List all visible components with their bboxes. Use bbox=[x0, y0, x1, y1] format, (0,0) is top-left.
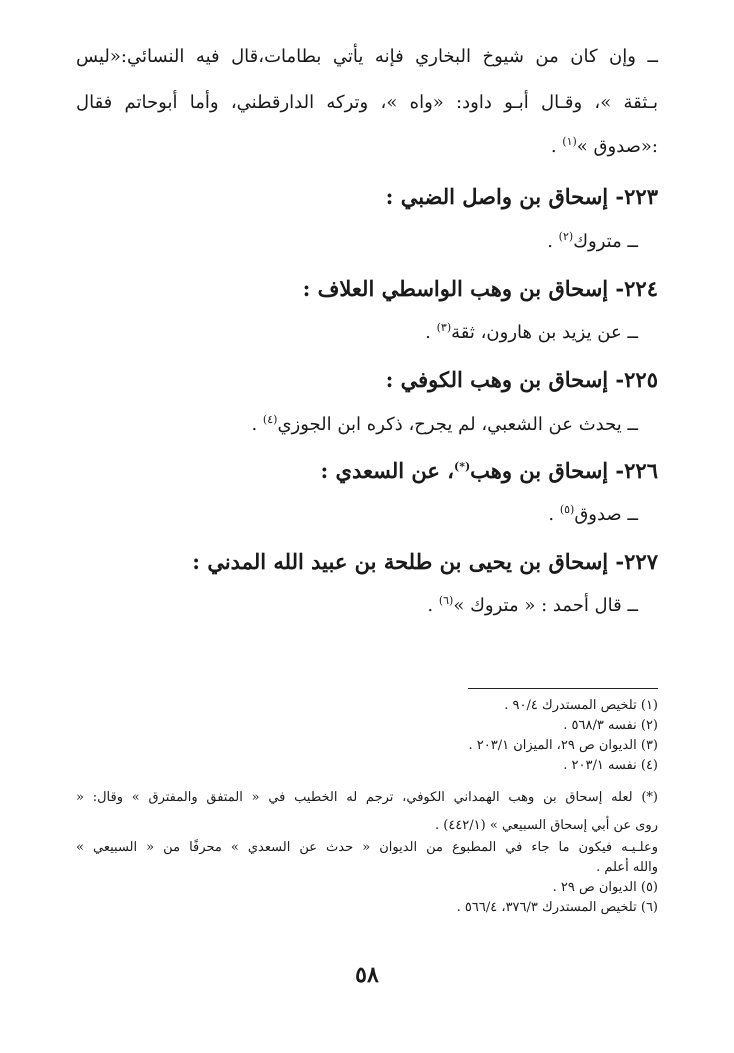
entry-heading-225: ٢٢٥- إسحاق بن وهب الكوفي : bbox=[385, 367, 658, 392]
footnote-ref-6[interactable]: (٦) bbox=[438, 594, 454, 607]
intro-line-3: :«صدوق »$^{(١)}$ . bbox=[550, 135, 658, 157]
footnote-ref-3[interactable]: (٣) bbox=[436, 321, 452, 334]
entry-heading-224: ٢٢٤- إسحاق بن وهب الواسطي العلاف : bbox=[302, 276, 658, 301]
intro-line-2: بـثقة »، وقـال أبـو داود: «واه »، وتركه الدارقطني، وأما أبوحاتم فقال bbox=[76, 92, 658, 113]
footnote-star-line-1: (*) لعله إسحاق بن وهب الهمداني الكوفي، ترجم له الخطيب في « المتفق والمفترق » وقال: « bbox=[76, 790, 658, 805]
footnote-6: (٦) تلخيص المستدرك ٣٧٦/٣، ٥٦٦/٤ . bbox=[456, 900, 658, 915]
entry-text-224: ــ عن يزيد بن هارون، ثقة$^{(٣)}$ . bbox=[425, 321, 638, 343]
footnote-divider bbox=[468, 688, 658, 689]
footnote-3: (٣) الديوان ص ٢٩، الميزان ٢٠٣/١ . bbox=[468, 738, 658, 753]
page-number: ٥٨ bbox=[355, 962, 379, 988]
intro-line-1: ــ وإن كان من شيوخ البخاري فإنه يأتي بطامات،قال فيه النسائي:«ليس bbox=[76, 46, 658, 67]
footnote-ref-2[interactable]: (٢) bbox=[558, 230, 574, 243]
footnote-star-line-3: وعلـيـه فيكون ما جاء في المطبوع من الديوان « حدث عن السعدي » محرفًا من « السبيعي » bbox=[76, 840, 658, 855]
entry-heading-226: ٢٢٦- إسحاق بن وهب(*)، عن السعدي : bbox=[320, 458, 658, 483]
footnote-4: (٤) نفسه ٢٠٣/١ . bbox=[563, 758, 658, 773]
entry-text-223: ــ متروك$^{(٢)}$ . bbox=[547, 230, 638, 252]
footnote-ref-star[interactable]: (*) bbox=[453, 460, 471, 473]
footnote-2: (٢) نفسه ٥٦٨/٣ . bbox=[563, 718, 658, 733]
footnote-ref-5[interactable]: (٥) bbox=[559, 503, 575, 516]
entry-heading-223: ٢٢٣- إسحاق بن واصل الضبي : bbox=[385, 184, 658, 209]
footnote-ref-4[interactable]: (٤) bbox=[262, 413, 278, 426]
footnote-ref-1[interactable]: (١) bbox=[562, 135, 577, 148]
footnote-star-line-2: روى عن أبي إسحاق السبيعي » (٤٤٢/١) . bbox=[435, 818, 658, 833]
entry-text-226: ــ صدوق$^{(٥)}$ . bbox=[548, 503, 638, 525]
footnote-1: (١) تلخيص المستدرك ٩٠/٤ . bbox=[504, 698, 658, 713]
entry-text-225: ــ يحدث عن الشعبي، لم يجرح، ذكره ابن الجوزي$^{(٤)}$ . bbox=[251, 413, 638, 435]
footnote-star-line-4: والله أعلم . bbox=[596, 860, 658, 875]
footnote-5: (٥) الديوان ص ٢٩ . bbox=[552, 880, 658, 895]
entry-heading-227: ٢٢٧- إسحاق بن يحيى بن طلحة بن عبيد الله المدني : bbox=[192, 549, 658, 574]
entry-text-227: ــ قال أحمد : « متروك »$^{(٦)}$ . bbox=[427, 594, 638, 616]
